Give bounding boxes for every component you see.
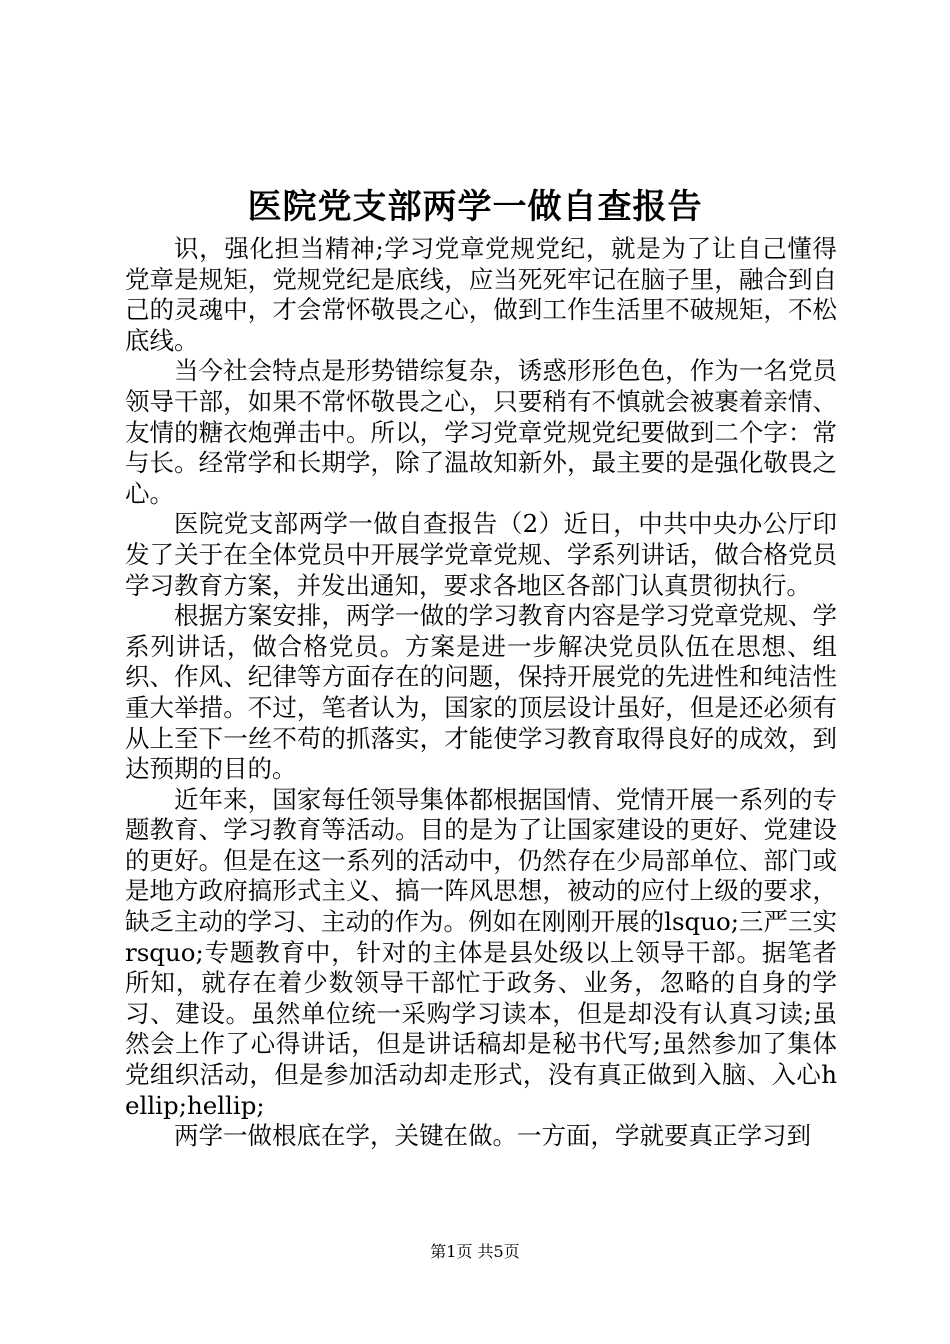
document-title: 医院党支部两学一做自查报告 [247, 187, 703, 227]
paragraph: 根据方案安排，两学一做的学习教育内容是学习党章党规、学系列讲话，做合格党员。方案是进一步解决党员队伍在思想、组织、作风、纪律等方面存在的问题，保持开展党的先进性和纯洁性重大举措。不过，笔者认为，国家的顶层设计虽好，但是还必须有从上至下一丝不苟的抓落实，才能使学习教育取得良好的成效，到达预期的目的。 [125, 601, 837, 784]
paragraph: 当今社会特点是形势错综复杂，诱惑形形色色，作为一名党员领导干部，如果不常怀敬畏之心，只要稍有不慎就会被裹着亲情、友情的糖衣炮弹击中。所以，学习党章党规党纪要做到二个字：常与长。经常学和长期学，除了温故知新外，最主要的是强化敬畏之心。 [125, 356, 837, 508]
page-footer: 第1页 共5页 [430, 1242, 520, 1261]
paragraph: 识，强化担当精神;学习党章党规党纪，就是为了让自己懂得党章是规矩，党规党纪是底线，应当死死牢记在脑子里，融合到自己的灵魂中，才会常怀敬畏之心，做到工作生活里不破规矩，不松底线。 [125, 234, 837, 355]
document-body [125, 234, 837, 1152]
paragraph: 近年来，国家每任领导集体都根据国情、党情开展一系列的专题教育、学习教育等活动。目的是为了让国家建设的更好、党建设的更好。但是在这一系列的活动中，仍然存在少局部单位、部门或是地方政府搞形式主义、搞一阵风思想，被动的应付上级的要求，缺乏主动的学习、主动的作为。例如在刚刚开展的lsquo;三严三实rsquo;专题教育中，针对的主体是县处级以上领导干部。据笔者所知，就存在着少数领导干部忙于政务、业务，忽略的自身的学习、建设。虽然单位统一采购学习读本，但是却没有认真习读;虽然会上作了心得讲话，但是讲话稿却是秘书代写;虽然参加了集体党组织活动，但是参加活动却走形式，没有真正做到入脑、入心hellip;hellip; [125, 784, 837, 1120]
paragraph: 医院党支部两学一做自查报告（2）近日，中共中央办公厅印发了关于在全体党员中开展学党章党规、学系列讲话，做合格党员学习教育方案，并发出通知，要求各地区各部门认真贯彻执行。 [125, 509, 837, 600]
paragraph: 两学一做根底在学，关键在做。一方面，学就要真正学习到 [174, 1121, 811, 1151]
